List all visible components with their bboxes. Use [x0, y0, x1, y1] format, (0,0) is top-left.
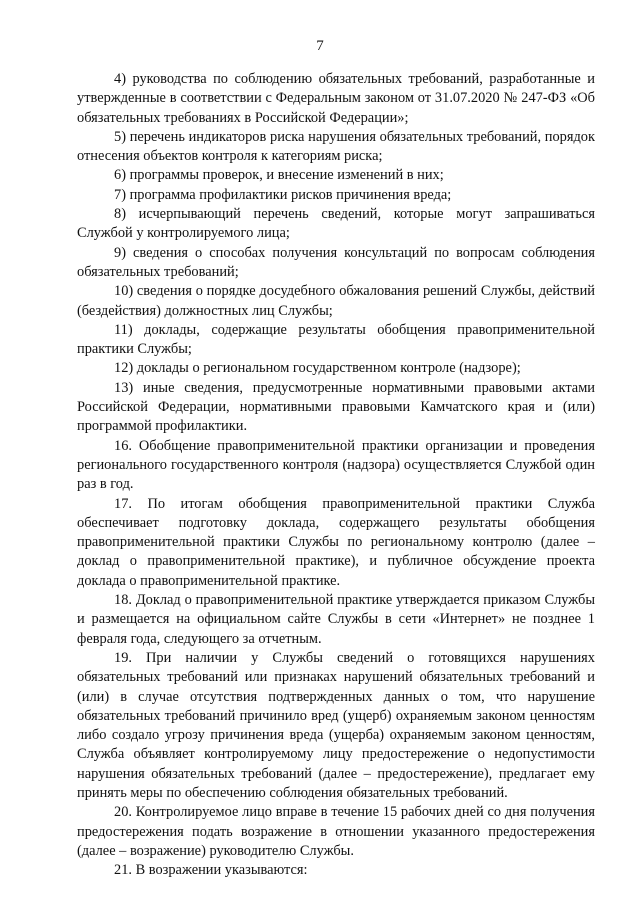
clause-17: 17. По итогам обобщения правоприменительной практики Служба обеспечивает подготовку доклада, содержащего результаты обобщения правоприменительной практики Службы по региональному контролю (далее – доклад о правоприменительной практике), и публичное обсуждение проекта доклада о правоприменительной практике.: [77, 495, 595, 589]
list-item-9: 9) сведения о способах получения консультаций по вопросам соблюдения обязательных требований;: [77, 244, 595, 280]
list-item-11: 11) доклады, содержащие результаты обобщения правоприменительной практики Службы;: [77, 321, 595, 358]
clause-19: 19. При наличии у Службы сведений о готовящихся нарушениях обязательных требований или признаках нарушений обязательных требований и (или) в случае отсутствия подтвержденных данных о том, что нарушение обязательных требований причинило вред (ущерб) охраняемым законом ценностям либо создало угрозу причинения вреда (ущерба) охраняемым законом ценностям, Служба объявляет контролируемому лицу предостережение о недопустимости нарушения обязательных требований (далее – предостережение), предлагает ему принять меры по обеспечению соблюдения обязательных требований.: [77, 649, 595, 801]
list-item-6: 6) программы проверок, и внесение изменений в них;: [114, 167, 444, 184]
list-item-4: 4) руководства по соблюдению обязательных требований, разработанные и утвержденные в соответствии с Федеральным законом от 31.07.2020 № 247-ФЗ «Об обязательных требованиях в Российской Федерации»;: [77, 71, 595, 126]
clause-20: 20. Контролируемое лицо вправе в течение 15 рабочих дней со дня получения предостережения подать возражение в отношении указанного предостережения (далее – возражение) руководителю Службы.: [77, 804, 595, 859]
list-item-7: 7) программа профилактики рисков причинения вреда;: [114, 186, 452, 203]
page-content: [77, 70, 595, 880]
page-number: 7: [316, 38, 324, 54]
list-item-10: 10) сведения о порядке досудебного обжалования решений Службы, действий (бездействия) должностных лиц Службы;: [77, 283, 595, 319]
list-item-5: 5) перечень индикаторов риска нарушения обязательных требований, порядок отнесения объектов контроля к категориям риска;: [77, 128, 595, 165]
list-item-8: 8) исчерпывающий перечень сведений, которые могут запрашиваться Службой у контролируемого лица;: [77, 206, 595, 242]
list-item-13: 13) иные сведения, предусмотренные нормативными правовыми актами Российской Федерации, нормативными правовыми Камчатского края и (или) программой профилактики.: [77, 379, 595, 435]
list-item-12: 12) доклады о региональном государственном контроле (надзоре);: [114, 360, 521, 377]
clause-18: 18. Доклад о правоприменительной практике утверждается приказом Службы и размещается на официальном сайте Службы в сети «Интернет» не позднее 1 февраля года, следующего за отчетным.: [77, 592, 595, 647]
clause-21: 21. В возражении указываются:: [114, 862, 308, 879]
clause-16: 16. Обобщение правоприменительной практики организации и проведения регионального государственного контроля (надзора) осуществляется Службой один раз в год.: [77, 437, 595, 493]
